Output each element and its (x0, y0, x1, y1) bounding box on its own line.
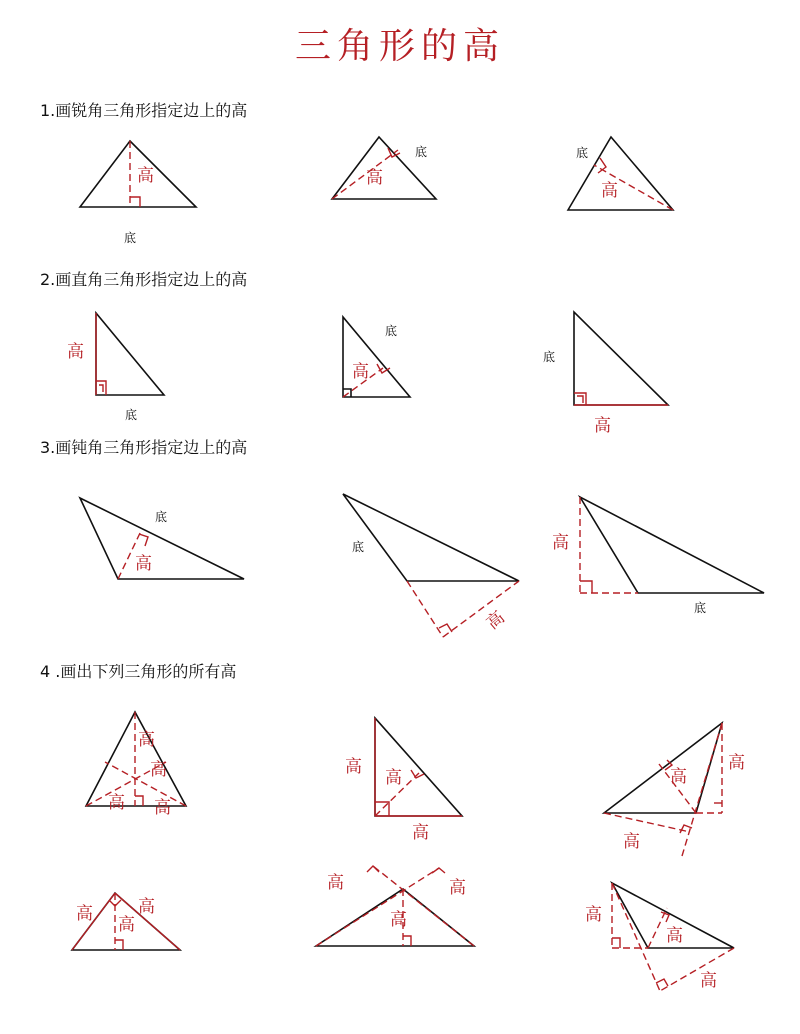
height-label: 高 (449, 878, 466, 898)
height-label: 高 (728, 753, 745, 773)
height-label: 高 (150, 760, 167, 780)
height-label: 高 (585, 905, 602, 925)
section-3-heading: 3.画钝角三角形指定边上的高 (40, 438, 248, 457)
right-triangle-2 (343, 317, 410, 397)
height-label: 高 (76, 904, 93, 924)
height-label: 高 (594, 416, 611, 436)
base-label: 底 (694, 601, 707, 615)
section-1-heading: 1.画锐角三角形指定边上的高 (40, 101, 248, 120)
base-label: 底 (124, 231, 137, 245)
obtuse-triangle-1 (80, 498, 244, 579)
all-heights-triangle-6 (585, 883, 734, 991)
base-label: 底 (155, 510, 168, 524)
all-heights-triangle-2 (345, 718, 462, 843)
height-label: 高 (327, 873, 344, 893)
height-label: 高 (601, 181, 618, 201)
base-label: 底 (543, 350, 556, 364)
height-label: 高 (154, 798, 171, 818)
height-label: 高 (700, 971, 717, 991)
all-heights-triangle-1 (86, 712, 186, 818)
base-label: 底 (352, 540, 365, 554)
height-label: 高 (138, 897, 155, 917)
height-label: 高 (670, 767, 687, 787)
height-label: 高 (352, 362, 369, 382)
height-label: 高 (552, 533, 569, 553)
all-heights-triangle-3 (604, 723, 745, 856)
base-label: 底 (125, 408, 138, 422)
right-triangle-1 (67, 313, 164, 422)
obtuse-triangle-3 (552, 497, 764, 615)
base-label: 底 (385, 324, 398, 338)
obtuse-triangle-2 (343, 494, 519, 637)
acute-triangle-3 (568, 137, 673, 210)
height-label: 高 (623, 832, 640, 852)
height-label: 高 (67, 342, 84, 362)
height-label: 高 (385, 768, 402, 788)
base-label: 底 (576, 146, 589, 160)
height-label: 高 (108, 793, 125, 813)
base-label: 底 (415, 145, 428, 159)
height-label: 高 (118, 915, 135, 935)
section-4-heading: 4 .画出下列三角形的所有高 (40, 662, 237, 681)
acute-triangle-1 (80, 141, 196, 245)
all-heights-triangle-5 (316, 866, 474, 946)
height-label: 高 (135, 554, 152, 574)
height-label: 高 (138, 730, 155, 750)
height-label: 高 (137, 166, 154, 186)
height-label: 高 (390, 910, 407, 930)
height-label: 高 (412, 823, 429, 843)
height-label: 高 (366, 168, 383, 188)
right-triangle-3 (543, 312, 668, 436)
height-label: 高 (482, 607, 509, 634)
acute-triangle-2 (332, 137, 436, 199)
page-title: 三角形的高 (294, 26, 505, 67)
section-2-heading: 2.画直角三角形指定边上的高 (40, 270, 248, 289)
height-label: 高 (345, 757, 362, 777)
all-heights-triangle-4 (72, 893, 180, 950)
height-label: 高 (666, 926, 683, 946)
